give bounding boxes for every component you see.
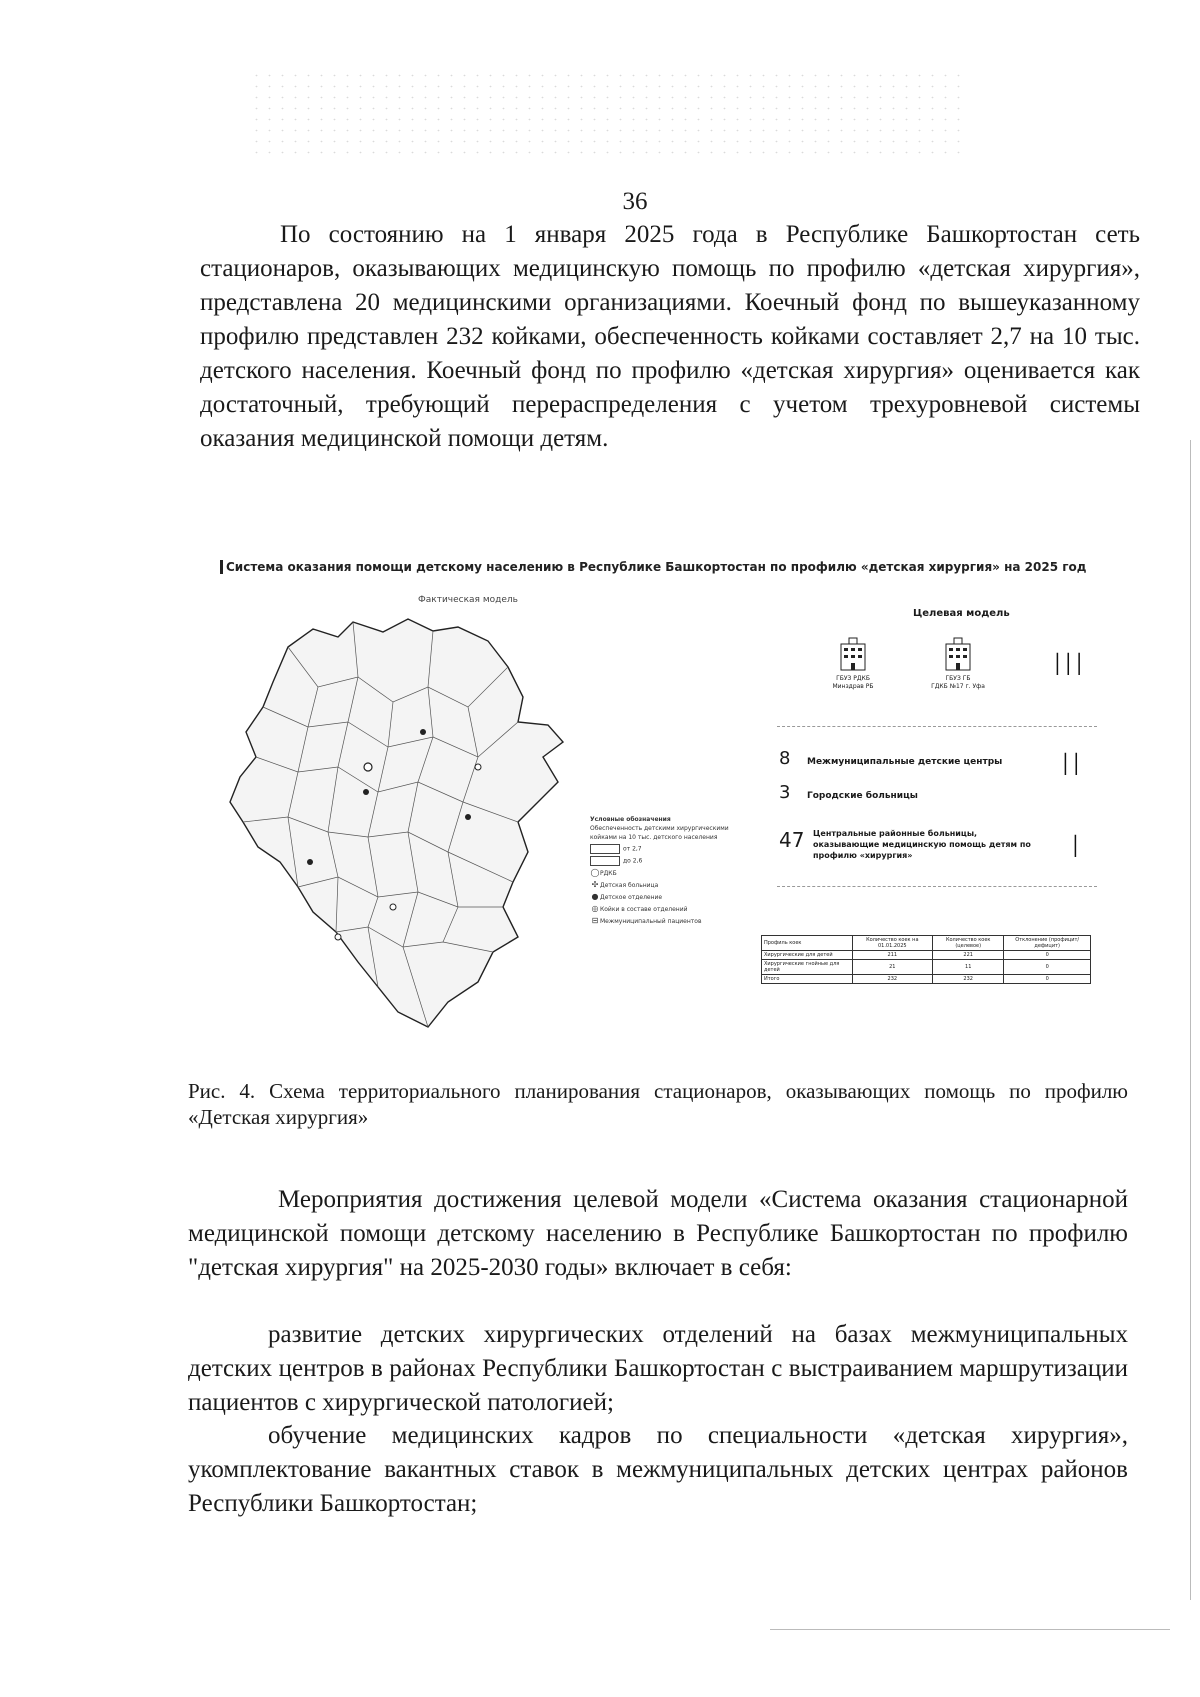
tier-label: Городские больницы bbox=[807, 791, 918, 801]
legend-swatch bbox=[590, 844, 620, 854]
figure-title: Система оказания помощи детскому населению в Республике Башкортостан по профилю «детская хирургия» на 2025 год bbox=[220, 560, 1106, 574]
legend-label: Койки в составе отделений bbox=[600, 906, 688, 913]
table-cell: Хирургические для детей bbox=[762, 951, 853, 960]
actual-model-label: Фактическая модель bbox=[418, 595, 518, 605]
tier-city bbox=[779, 782, 918, 803]
filled-circle-icon: ● bbox=[591, 892, 599, 901]
measure-item: развитие детских хирургических отделений на базах межмуниципальных детских центров в районах Республики Башкортостан с выстраиванием маршрутизации пациентов с хирургической патологией; bbox=[188, 1321, 1128, 1416]
level-three: III bbox=[1053, 648, 1086, 683]
hospital-building-icon bbox=[941, 636, 975, 672]
legend-label: до 2,6 bbox=[623, 857, 643, 865]
table-cell: 11 bbox=[933, 960, 1004, 975]
children-dept-marker bbox=[465, 814, 471, 820]
legend-label: Межмуниципальный пациентов bbox=[600, 918, 702, 925]
hospital-circle-icon: ◯ bbox=[590, 868, 600, 877]
intro-paragraph: По состоянию на 1 января 2025 года в Республике Башкортостан сеть стационаров, оказывающих медицинскую помощь по профилю «детская хирургия», представлена 20 медицинскими организациями. Коечный фонд по вышеуказанному профилю представлен 232 койками, обеспеченность койками составляет 2,7 на 10 тыс. детского населения. Коечный фонд по профилю «детская хирургия» оценивается как достаточный, требующий перераспределения с учетом трехуровневой системы оказания медицинской помощи детям. bbox=[200, 221, 1140, 452]
legend-item bbox=[590, 904, 740, 914]
tier-count: 8 bbox=[779, 748, 791, 769]
table-cell: 221 bbox=[933, 951, 1004, 960]
legend-item bbox=[590, 880, 740, 890]
building-name: ГБУЗ РДКБ bbox=[836, 675, 870, 682]
figure-caption: Рис. 4. Схема территориального планирования стационаров, оказывающих помощь по профилю «Детская хирургия» bbox=[188, 1079, 1128, 1129]
building-sub: Минздрав РБ bbox=[832, 683, 874, 690]
table-header: Количество коек на 01.01.2025 bbox=[852, 936, 933, 951]
dotted-cross-icon: ✣ bbox=[591, 880, 599, 889]
page-number: 36 bbox=[622, 188, 648, 215]
open-circle-icon: ◎ bbox=[591, 904, 599, 913]
tier-divider bbox=[777, 886, 1097, 888]
table-header: Количество коек (целевое) bbox=[933, 936, 1004, 951]
legend-title: Условные обозначения bbox=[590, 816, 671, 823]
legend-label: РДКБ bbox=[600, 870, 617, 877]
table-row bbox=[762, 960, 1091, 975]
level-two: II bbox=[1061, 748, 1083, 783]
table-cell: Итого bbox=[762, 975, 853, 984]
building-rdkb bbox=[823, 636, 883, 691]
legend-swatch bbox=[590, 856, 620, 866]
table-cell: 0 bbox=[1004, 951, 1091, 960]
legend-item bbox=[590, 844, 740, 854]
legend-subtitle: Обеспеченность детскими хирургическими койками на 10 тыс. детского населения bbox=[590, 825, 729, 841]
tier-count: 3 bbox=[779, 782, 791, 803]
table-cell: 211 bbox=[852, 951, 933, 960]
table-header: Профиль коек bbox=[762, 936, 853, 951]
tier-count: 47 bbox=[779, 828, 805, 852]
legend-label: от 2,7 bbox=[623, 845, 642, 853]
table-row bbox=[762, 975, 1091, 984]
table-cell: 0 bbox=[1004, 975, 1091, 984]
beds-marker bbox=[475, 764, 481, 770]
table-cell: 0 bbox=[1004, 960, 1091, 975]
table-row bbox=[762, 951, 1091, 960]
scan-bottom-line bbox=[770, 1629, 1170, 1630]
actual-model bbox=[218, 595, 738, 1065]
measures-paragraph: Мероприятия достижения целевой модели «Система оказания стационарной медицинской помощи детскому населению в Республике Башкортостан по профилю "детская хирургия" на 2025-2030 годы» включает в себя: bbox=[188, 1186, 1128, 1281]
children-dept-marker bbox=[307, 859, 313, 865]
region-map bbox=[218, 607, 588, 1037]
legend-item bbox=[590, 856, 740, 866]
hospital-building-icon bbox=[836, 636, 870, 672]
map-legend bbox=[590, 815, 740, 926]
table-cell: 232 bbox=[933, 975, 1004, 984]
rdkb-marker bbox=[364, 763, 372, 771]
children-dept-marker bbox=[420, 729, 426, 735]
building-sub: ГДКБ №17 г. Уфа bbox=[931, 683, 985, 690]
tier-interdistrict bbox=[779, 748, 1002, 769]
legend-item bbox=[590, 892, 740, 902]
legend-label: Детское отделение bbox=[600, 894, 663, 901]
beds-marker bbox=[335, 934, 341, 940]
tier-crb bbox=[779, 828, 1039, 861]
table-cell: 21 bbox=[852, 960, 933, 975]
region-outline bbox=[230, 619, 563, 1027]
legend-label: Детская больница bbox=[600, 882, 659, 889]
building-name: ГБУЗ ГБ bbox=[945, 675, 971, 682]
figure bbox=[218, 560, 1098, 1070]
beds-table bbox=[761, 935, 1091, 984]
legend-item bbox=[590, 916, 740, 926]
measure-item: обучение медицинских кадров по специальности «детская хирургия», укомплектование вакантных ставок в межмуниципальных детских центрах районов Республики Башкортостан; bbox=[188, 1422, 1128, 1517]
level-one: I bbox=[1071, 830, 1082, 865]
target-model-title: Целевая модель bbox=[913, 608, 1010, 619]
scan-edge-line bbox=[1190, 440, 1191, 1600]
target-model bbox=[763, 608, 1098, 898]
tier-divider bbox=[777, 726, 1097, 728]
building-gdkb bbox=[928, 636, 988, 691]
route-icon: ⊟ bbox=[591, 916, 599, 925]
tier-label: Центральные районные больницы, оказывающие медицинскую помощь детям по профилю «хирургия» bbox=[813, 829, 1031, 860]
table-header: Отклонение (профицит/дефицит) bbox=[1004, 936, 1091, 951]
table-cell: 232 bbox=[852, 975, 933, 984]
table-header-row bbox=[762, 936, 1091, 951]
beds-marker bbox=[390, 904, 396, 910]
scan-noise bbox=[250, 70, 970, 160]
children-dept-marker bbox=[363, 789, 369, 795]
table-cell: Хирургические гнойные для детей bbox=[762, 960, 853, 975]
legend-item bbox=[590, 868, 740, 878]
tier-label: Межмуниципальные детские центры bbox=[807, 757, 1003, 767]
